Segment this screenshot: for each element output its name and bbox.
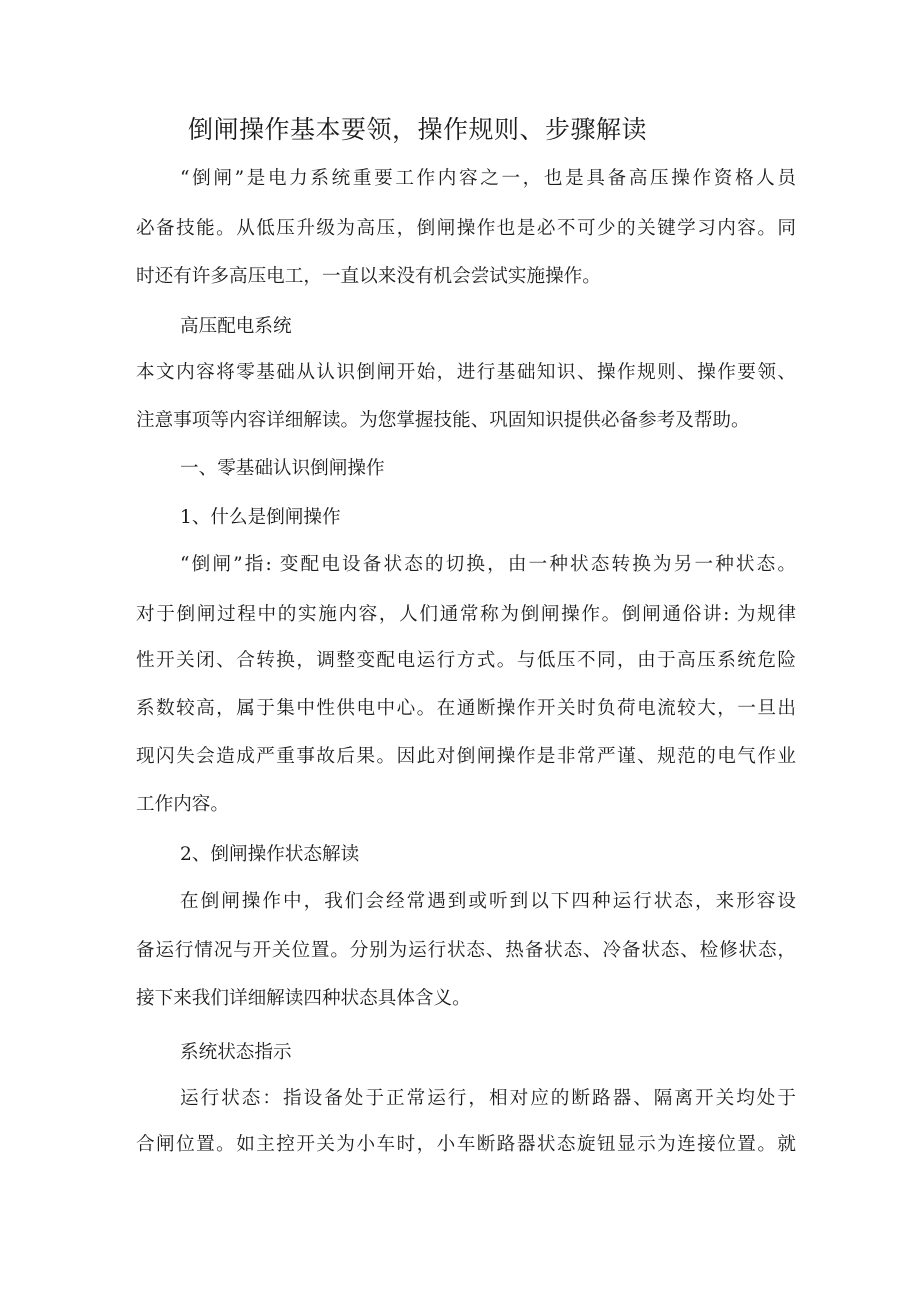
paragraph-line: 运行状态：指设备处于正常运行，相对应的断路器、隔离开关均处于: [180, 1088, 796, 1109]
paragraph-line: 时还有许多高压电工，一直以来没有机会尝试实施操作。: [136, 266, 601, 287]
subsection-heading: 1、什么是倒闸操作: [180, 507, 341, 528]
paragraph-line: “倒闸”是电力系统重要工作内容之一，也是具备高压操作资格人员: [180, 168, 796, 189]
paragraph-line: 性开关闭、合转换，调整变配电运行方式。与低压不同，由于高压系统危险: [136, 650, 796, 671]
paragraph-line: 在倒闸操作中，我们会经常遇到或听到以下四种运行状态，来形容设: [180, 891, 796, 912]
paragraph-line: “倒闸”指: 变配电设备状态的切换，由一种状态转换为另一种状态。: [180, 554, 796, 575]
figure-caption: 系统状态指示: [180, 1042, 292, 1063]
paragraph-line: 接下来我们详细解读四种状态具体含义。: [136, 988, 471, 1009]
paragraph-line: 注意事项等内容详细解读。为您掌握技能、巩固知识提供必备参考及帮助。: [136, 410, 750, 431]
paragraph-line: 备运行情况与开关位置。分别为运行状态、热备状态、冷备状态、检修状态，: [136, 940, 796, 961]
paragraph-line: 系数较高，属于集中性供电中心。在通断操作开关时负荷电流较大，一旦出: [136, 698, 796, 719]
figure-caption: 高压配电系统: [180, 316, 292, 337]
paragraph-line: 合闸位置。如主控开关为小车时，小车断路器状态旋钮显示为连接位置。就: [136, 1134, 796, 1155]
document-title: 倒闸操作基本要领，操作规则、步骤解读: [188, 115, 648, 144]
paragraph-line: 对于倒闸过程中的实施内容，人们通常称为倒闸操作。倒闸通俗讲: 为规律: [136, 604, 796, 625]
section-heading: 一、零基础认识倒闸操作: [180, 458, 385, 479]
subsection-heading: 2、倒闸操作状态解读: [180, 844, 360, 865]
paragraph-line: 本文内容将零基础从认识倒闸开始，进行基础知识、操作规则、操作要领、: [136, 362, 796, 383]
paragraph-line: 必备技能。从低压升级为高压，倒闸操作也是必不可少的关键学习内容。同: [136, 218, 796, 239]
paragraph-line: 现闪失会造成严重事故后果。因此对倒闸操作是非常严谨、规范的电气作业: [136, 746, 796, 767]
paragraph-line: 工作内容。: [136, 794, 229, 815]
